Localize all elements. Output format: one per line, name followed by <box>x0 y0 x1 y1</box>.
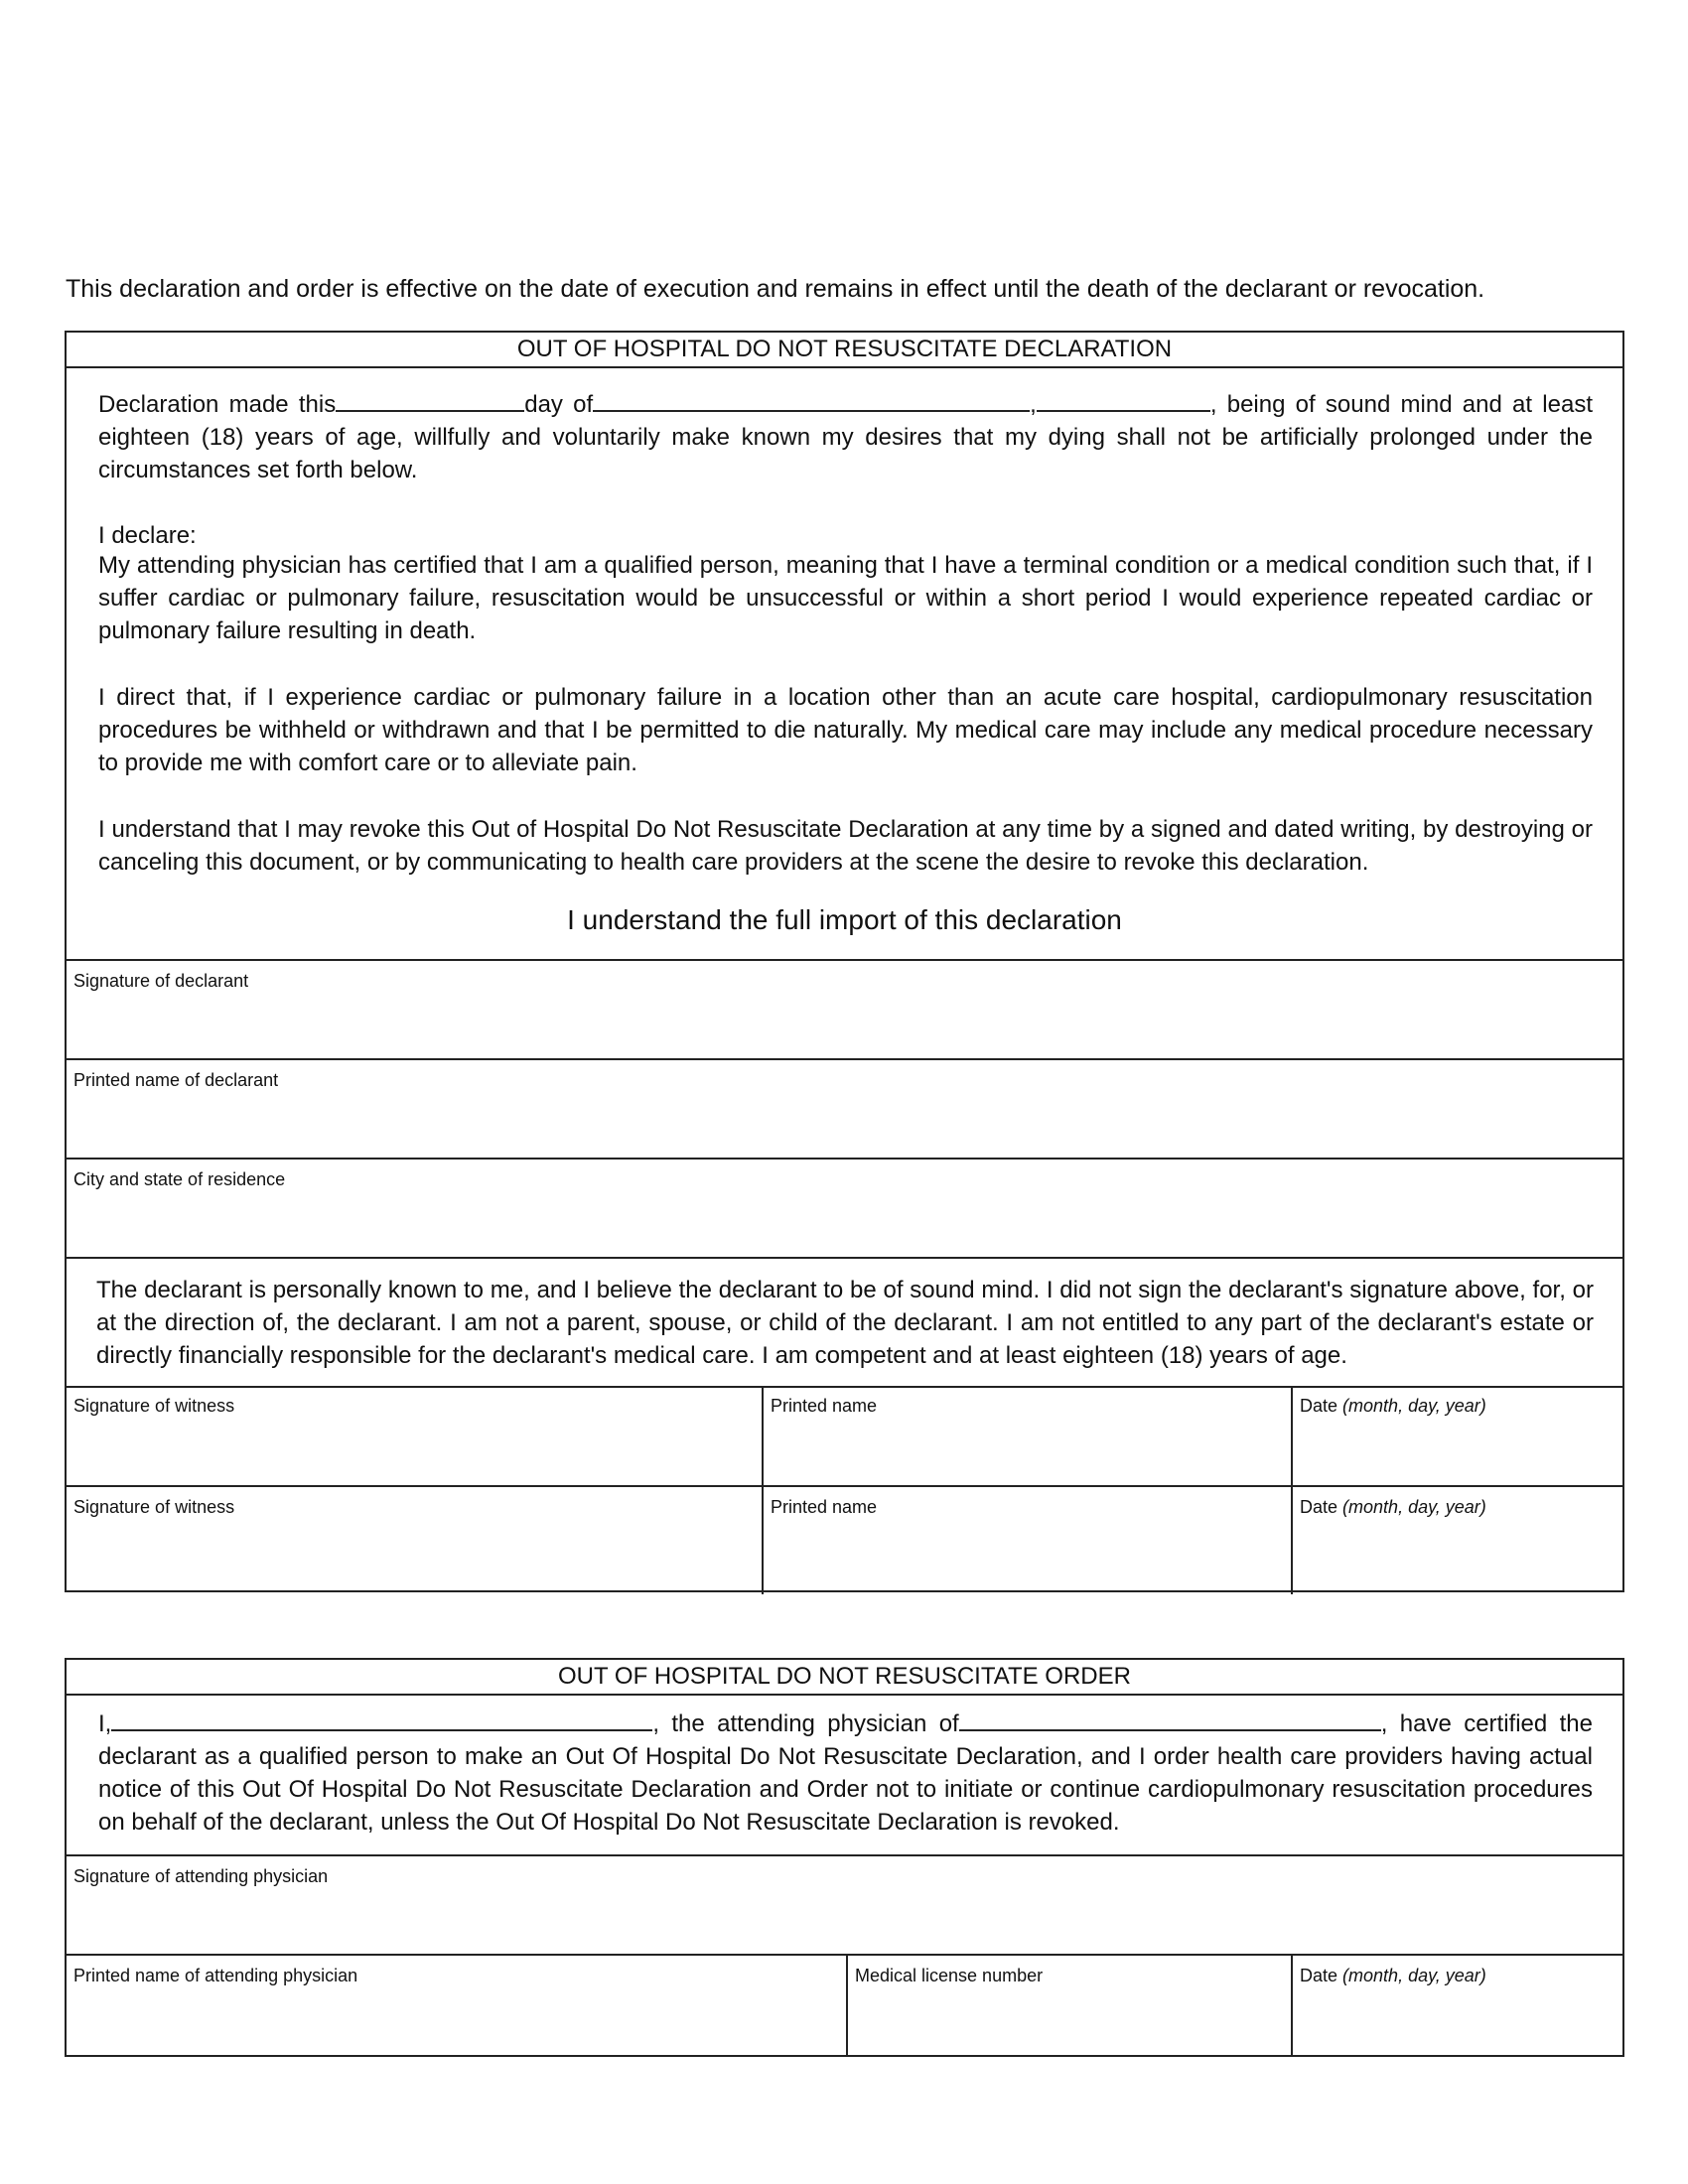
declarant-signature-field[interactable] <box>67 961 1622 1060</box>
order-title: OUT OF HOSPITAL DO NOT RESUSCITATE ORDER <box>67 1660 1622 1696</box>
physician-details-row <box>67 1954 1622 2057</box>
residence-row <box>67 1158 1622 1259</box>
declarant-name-field[interactable] <box>67 1060 1622 1160</box>
effective-notice: This declaration and order is effective on the date of execution and remains in effect until the death of the declarant or revocation. <box>66 275 1485 303</box>
order-section <box>65 1658 1624 2057</box>
residence-field[interactable] <box>67 1160 1622 1259</box>
declaration-opening-paragraph <box>98 384 1593 486</box>
order-body-text: , have certified the declarant as a qualified person to make an Out Of Hospital Do Not Resuscitate Declaration, and I order health care providers having actual notice of this Out Of Hospital Do Not Resuscitate Declaration and Order not to initiate or continue cardiopulmonary resuscitation procedures on behalf of the declarant, unless the Out Of Hospital Do Not Resuscitate Declaration is revoked. <box>98 1710 1593 1836</box>
order-date-hint: (month, day, year) <box>1342 1966 1486 1985</box>
witness-statement: The declarant is personally known to me, and I believe the declarant to be of sound mind. I did not sign the declarant's signature above, for, or at the direction of, the declarant. I am not a parent, spouse, or child of the declarant. I am not entitled to any part of the declarant's estate or directly financially responsible for the declarant's medical care. I am competent and at least eighteen (18) years of age. <box>96 1277 1594 1369</box>
import-statement: I understand the full import of this declaration <box>567 904 1122 935</box>
witness-1-date-text: Date <box>1300 1396 1338 1416</box>
order-date-text: Date <box>1300 1966 1338 1985</box>
withhold-resuscitation-paragraph: I direct that, if I experience cardiac or pulmonary failure in a location other than an acute care hospital, cardiopulmonary resuscitation procedures be withheld or withdrawn and that I be permitted to die naturally. My medical care may include any medical procedure necessary to provide me with comfort care or to alleviate pain. <box>98 684 1593 776</box>
declaration-title: OUT OF HOSPITAL DO NOT RESUSCITATE DECLARATION <box>67 333 1622 368</box>
witness-1-signature-field[interactable] <box>67 1386 762 1485</box>
witness-1-date-label <box>1300 1396 1486 1416</box>
witness-2-signature-label: Signature of witness <box>73 1497 235 1517</box>
order-paragraph <box>98 1704 1593 1839</box>
physician-signature-label: Signature of attending physician <box>73 1866 329 1886</box>
order-date-field[interactable] <box>1291 1956 1622 2057</box>
license-number-label: Medical license number <box>855 1966 1044 1985</box>
witness-2-date-hint: (month, day, year) <box>1342 1497 1486 1517</box>
witness-1-signature-label: Signature of witness <box>73 1396 235 1416</box>
qualified-person-paragraph: My attending physician has certified that I am a qualified person, meaning that I have a terminal condition or a medical condition such that, if I suffer cardiac or pulmonary failure, resuscitation would be unsuccessful or within a short period I would experience repeated cardiac or pulmonary failure resulting in death. <box>98 552 1593 644</box>
residence-label: City and state of residence <box>73 1169 286 1189</box>
witness-1-date-field[interactable] <box>1291 1386 1622 1485</box>
physician-signature-field[interactable] <box>67 1856 1622 1956</box>
witness-row-1 <box>67 1386 1622 1485</box>
sound-mind-text: , being of sound mind and at least eighteen (18) years of age, willfully and voluntarily make known my desires that my dying shall not be artificially prolonged under the circumstances set forth below. <box>98 391 1593 483</box>
witness-1-date-hint: (month, day, year) <box>1342 1396 1486 1416</box>
witness-divider <box>67 1257 1622 1259</box>
witness-1-printed-name-label: Printed name <box>771 1396 878 1416</box>
year-blank[interactable] <box>1037 384 1210 412</box>
month-blank[interactable] <box>593 384 1030 412</box>
license-number-field[interactable] <box>846 1956 1291 2057</box>
declarant-name-label: Printed name of declarant <box>73 1070 279 1090</box>
witness-row-2 <box>67 1485 1622 1594</box>
declarant-signature-label: Signature of declarant <box>73 971 249 991</box>
witness-2-signature-field[interactable] <box>67 1487 762 1594</box>
witness-2-printed-name-label: Printed name <box>771 1497 878 1517</box>
declaration-made-text: Declaration made this <box>98 391 337 418</box>
order-date-label <box>1300 1966 1486 1985</box>
attending-physician-text: , the attending physician of <box>652 1710 959 1737</box>
declarant-signature-row <box>67 959 1622 1060</box>
physician-printed-name-label: Printed name of attending physician <box>73 1966 358 1985</box>
revocation-paragraph: I understand that I may revoke this Out of Hospital Do Not Resuscitate Declaration at any time by a signed and dated writing, by destroying or canceling this document, or by communicating to health care providers at the scene the desire to revoke this declaration. <box>98 816 1593 876</box>
declare-heading: I declare: <box>98 522 197 549</box>
witness-2-printed-name-field[interactable] <box>762 1487 1291 1594</box>
order-i-text: I, <box>98 1710 112 1737</box>
witness-2-date-field[interactable] <box>1291 1487 1622 1594</box>
witness-1-printed-name-field[interactable] <box>762 1386 1291 1485</box>
patient-name-blank[interactable] <box>959 1704 1381 1731</box>
physician-signature-row <box>67 1854 1622 1956</box>
declarant-name-row <box>67 1058 1622 1160</box>
day-of-text: day of <box>524 391 594 418</box>
physician-name-blank[interactable] <box>111 1704 652 1731</box>
day-blank[interactable] <box>336 384 524 412</box>
witness-table <box>65 1386 1624 1592</box>
witness-2-date-label <box>1300 1497 1486 1517</box>
witness-2-date-text: Date <box>1300 1497 1338 1517</box>
physician-printed-name-field[interactable] <box>67 1956 846 2057</box>
comma-text: , <box>1030 391 1037 418</box>
